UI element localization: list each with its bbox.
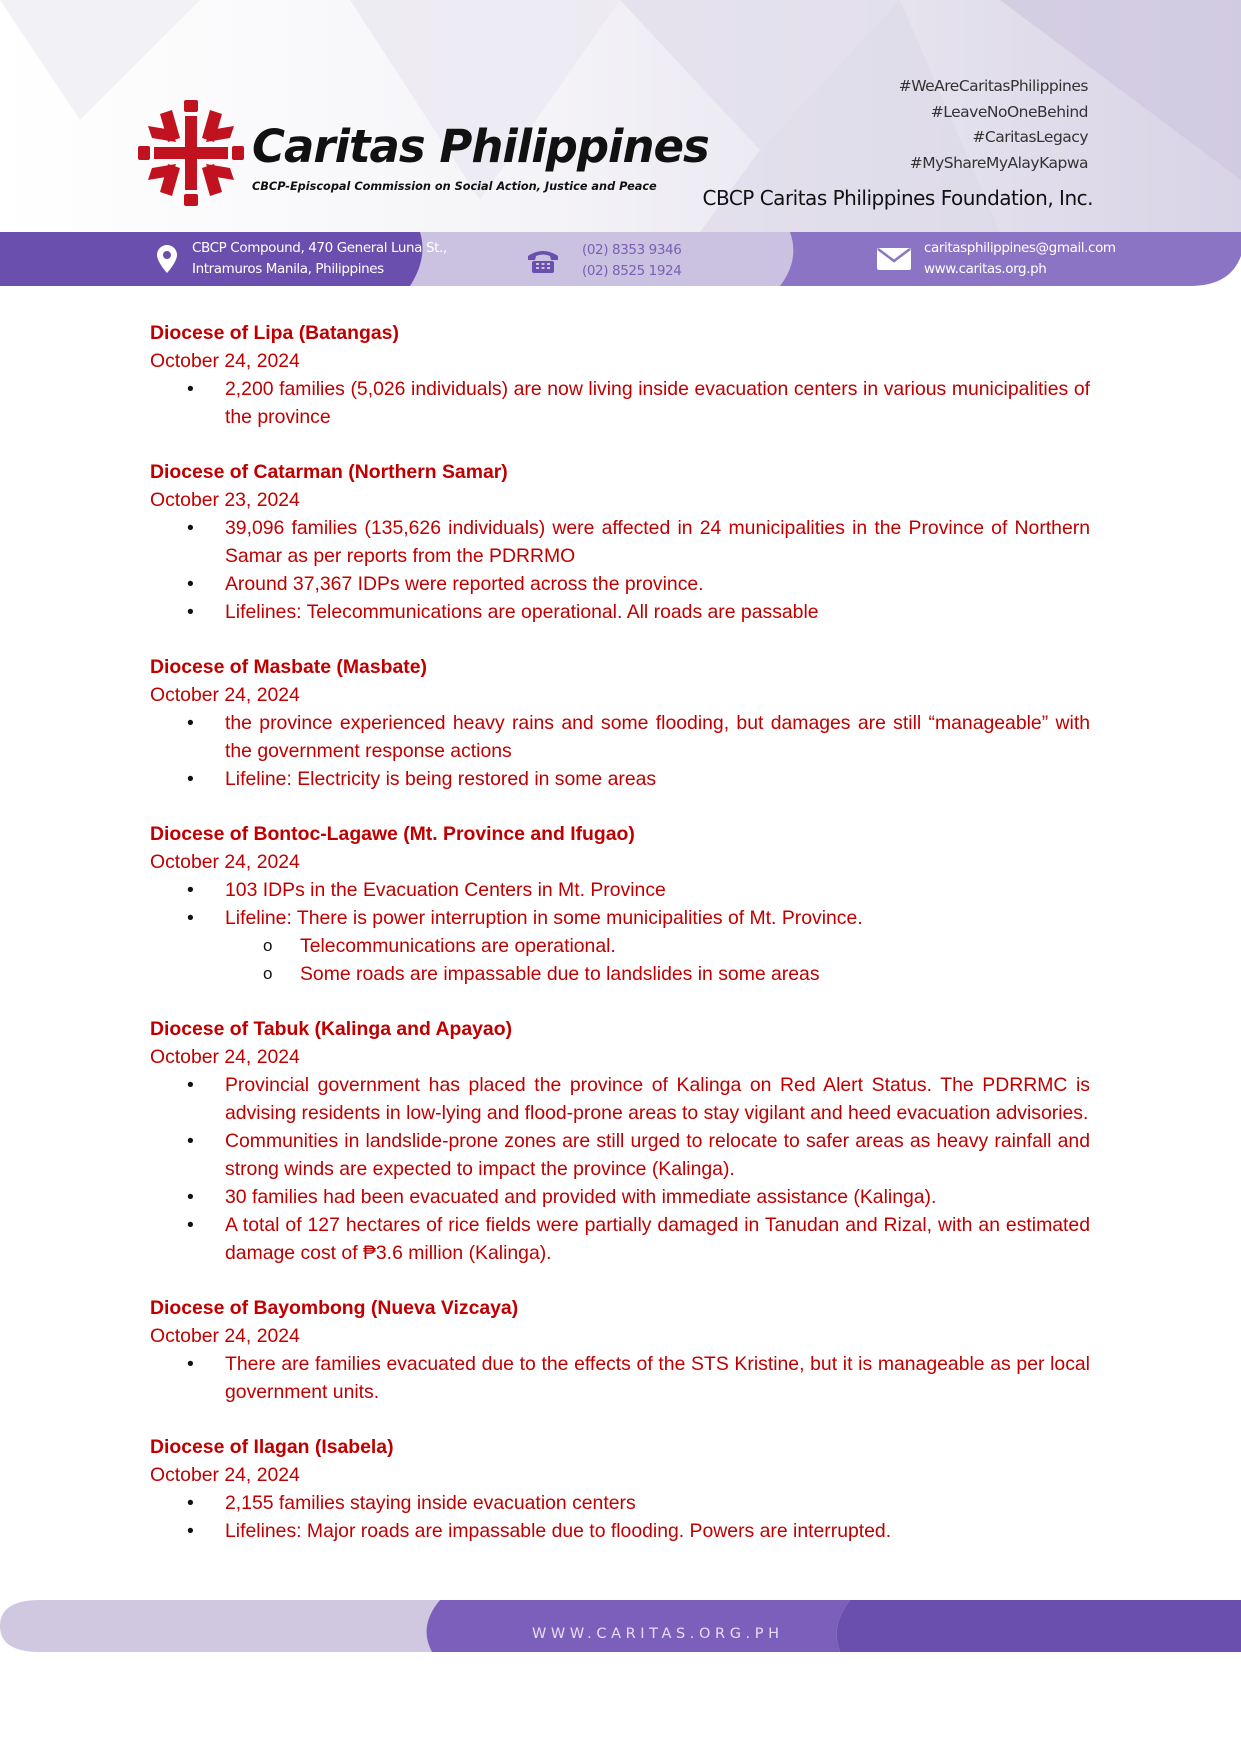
diocese-title: Diocese of Bayombong (Nueva Vizcaya) (150, 1297, 519, 1319)
diocese-section (150, 1294, 1090, 1406)
diocese-section (150, 653, 1090, 793)
report-date: October 24, 2024 (150, 1325, 300, 1347)
diocese-title: Diocese of Tabuk (Kalinga and Apayao) (150, 1018, 513, 1040)
bullet-list (150, 514, 1090, 626)
report-date: October 23, 2024 (150, 489, 300, 511)
list-item: • 30 families had been evacuated and provided with immediate assistance (Kalinga). (150, 1183, 1090, 1211)
telephone-icon (526, 248, 560, 274)
list-item: • 2,155 families staying inside evacuation centers (150, 1489, 1090, 1517)
report-date: October 24, 2024 (150, 350, 300, 372)
brand-name: Caritas Philippines (252, 120, 709, 173)
diocese-section (150, 820, 1090, 988)
diocese-title: Diocese of Lipa (Batangas) (150, 322, 399, 344)
bullet-list (150, 1071, 1090, 1267)
address-line: Intramuros Manila, Philippines (192, 261, 384, 277)
caritas-cross-logo (138, 100, 244, 206)
list-item: • A total of 127 hectares of rice fields were partially damaged in Tanudan and Rizal, with an estimated damage cost of ₱3.6 million (Kalinga). (150, 1211, 1090, 1267)
list-item: • the province experienced heavy rains and some flooding, but damages are still “manageable” with the government response actions (150, 709, 1090, 765)
report-date: October 24, 2024 (150, 1464, 300, 1486)
list-item: • Lifelines: Major roads are impassable due to flooding. Powers are interrupted. (150, 1517, 1090, 1545)
list-item: • Around 37,367 IDPs were reported across the province. (150, 570, 1090, 598)
foundation-name: CBCP Caritas Philippines Foundation, Inc. (702, 186, 1093, 210)
sub-list-item: o Telecommunications are operational. (150, 932, 1090, 960)
envelope-icon (877, 248, 911, 270)
phone-numbers (582, 240, 681, 282)
sub-bullet-list (150, 932, 1090, 988)
bullet-list (150, 375, 1090, 431)
bullet-list (150, 876, 1090, 932)
report-date: October 24, 2024 (150, 1046, 300, 1068)
diocese-section (150, 1015, 1090, 1267)
letterhead (0, 0, 1241, 290)
diocese-section (150, 319, 1090, 431)
report-date: October 24, 2024 (150, 684, 300, 706)
list-item: • There are families evacuated due to the effects of the STS Kristine, but it is manageable as per local government units. (150, 1350, 1090, 1406)
bullet-list (150, 1350, 1090, 1406)
list-item: • Lifeline: Electricity is being restored in some areas (150, 765, 1090, 793)
hashtag: #MyShareMyAlayKapwa (909, 153, 1088, 172)
bullet-list (150, 709, 1090, 793)
bullet-list (150, 1489, 1090, 1545)
email-address[interactable]: caritasphilippines@gmail.com (924, 240, 1116, 256)
diocese-title: Diocese of Bontoc-Lagawe (Mt. Province and Ifugao) (150, 823, 635, 845)
list-item: • 2,200 families (5,026 individuals) are now living inside evacuation centers in various municipalities of the province (150, 375, 1090, 431)
hashtag: #LeaveNoOneBehind (930, 102, 1088, 121)
hashtag: #WeAreCaritasPhilippines (898, 77, 1088, 95)
brand-subtitle: CBCP-Episcopal Commission on Social Action, Justice and Peace (252, 180, 657, 193)
diocese-section (150, 1433, 1090, 1545)
list-item: • Communities in landslide-prone zones are still urged to relocate to safer areas as heavy rainfall and strong winds are expected to impact the province (Kalinga). (150, 1127, 1090, 1183)
diocese-section (150, 458, 1090, 626)
footer-band (0, 1600, 1241, 1670)
footer-website-link[interactable]: WWW.CARITAS.ORG.PH (532, 1626, 784, 1642)
diocese-title: Diocese of Catarman (Northern Samar) (150, 461, 508, 483)
hashtag: #CaritasLegacy (972, 128, 1088, 146)
report-date: October 24, 2024 (150, 851, 300, 873)
diocese-title: Diocese of Ilagan (Isabela) (150, 1436, 394, 1458)
email-and-website (924, 238, 1116, 280)
address (192, 238, 447, 280)
diocese-title: Diocese of Masbate (Masbate) (150, 656, 427, 678)
address-line: CBCP Compound, 470 General Luna St., (192, 240, 447, 256)
list-item: • Lifeline: There is power interruption in some municipalities of Mt. Province. (150, 904, 1090, 932)
website-link[interactable]: www.caritas.org.ph (924, 261, 1047, 277)
phone-number: (02) 8353 9346 (582, 242, 682, 258)
phone-number: (02) 8525 1924 (582, 263, 682, 279)
list-item: • Provincial government has placed the province of Kalinga on Red Alert Status. The PDRRMC is advising residents in low-lying and flood-prone areas to stay vigilant and heed evacuation advisories. (150, 1071, 1090, 1127)
sub-list-item: o Some roads are impassable due to landslides in some areas (150, 960, 1090, 988)
list-item: • Lifelines: Telecommunications are operational. All roads are passable (150, 598, 1090, 626)
list-item: • 39,096 families (135,626 individuals) were affected in 24 municipalities in the Province of Northern Samar as per reports from the PDRRMO (150, 514, 1090, 570)
list-item: • 103 IDPs in the Evacuation Centers in Mt. Province (150, 876, 1090, 904)
map-pin-icon (157, 245, 177, 273)
hashtags (899, 74, 1088, 176)
situation-report (150, 319, 1090, 1572)
